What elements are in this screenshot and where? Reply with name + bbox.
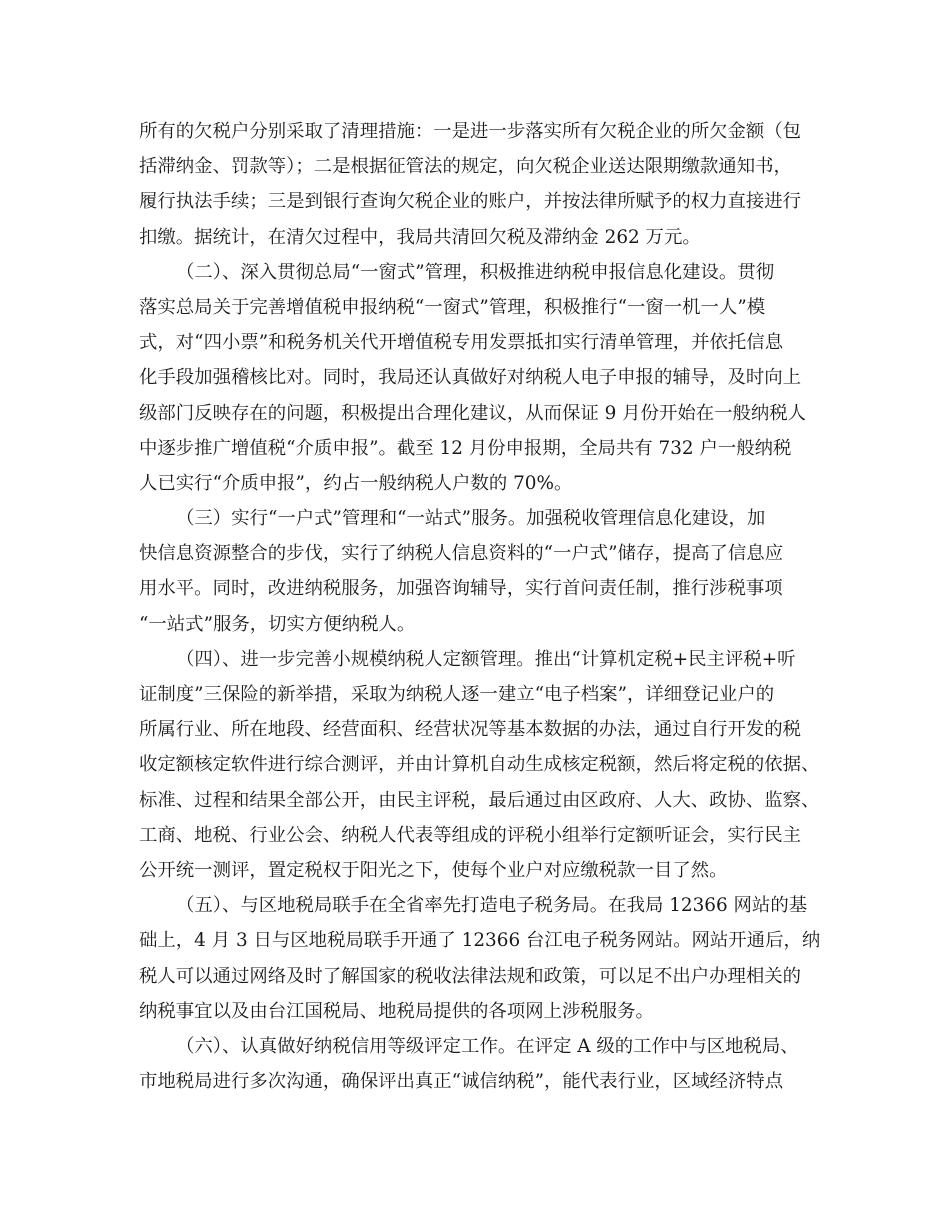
- paragraph-one-household-service: [139, 501, 811, 642]
- text-line: 快信息资源整合的步伐，实行了纳税人信息资料的“一户式”储存，提高了信息应: [139, 543, 784, 565]
- text-line: 式，对“四小票”和税务机关代开增值税专用发票抵扣实行清单管理，并依托信息: [139, 332, 784, 354]
- text-line: 履行执法手续；三是到银行查询欠税企业的账户，并按法律所赋予的权力直接进行: [139, 191, 802, 213]
- paragraph-quota-management: [139, 642, 820, 888]
- text-line: 础上，4 月 3 日与区地税局联手开通了 12366 台江电子税务网站。网站开通后，纳: [139, 930, 821, 952]
- text-line: （五）、与区地税局联手在全省率先打造电子税务局。在我局 12366 网站的基: [176, 895, 808, 917]
- text-line: 括滞纳金、罚款等）；二是根据征管法的规定，向欠税企业送达限期缴款通知书，: [139, 156, 792, 178]
- text-line: “一站式”服务，切实方便纳税人。: [139, 613, 416, 635]
- text-line: 落实总局关于完善增值税申报纳税“一窗式”管理，积极推行“一窗一机一人”模: [139, 296, 766, 318]
- paragraph-one-window-management: [139, 255, 811, 501]
- text-line: 化手段加强稽核比对。同时，我局还认真做好对纳税人电子申报的辅导，及时向上: [139, 367, 802, 389]
- text-line: 市地税局进行多次沟通，确保评出真正“诚信纳税”，能代表行业，区域经济特点: [139, 1071, 784, 1093]
- text-line: 标准、过程和结果全部公开，由民主评税，最后通过由区政府、人大、政协、监察、: [139, 789, 820, 811]
- text-line: 证制度”三保险的新举措，采取为纳税人逐一建立“电子档案”，详细登记业户的: [139, 684, 775, 705]
- text-line: （四）、进一步完善小规模纳税人定额管理。推出“计算机定税+民主评税+听: [176, 648, 796, 670]
- text-line: 所属行业、所在地段、经营面积、经营状况等基本数据的办法，通过自行开发的税: [139, 719, 802, 741]
- text-line: 工商、地税、行业公会、纳税人代表等组成的评税小组举行定额听证会，实行民主: [139, 824, 802, 846]
- paragraph-arrears-clearing: [139, 114, 811, 255]
- text-line: 收定额核定软件进行综合测评，并由计算机自动生成核定税额，然后将定税的依据、: [139, 754, 820, 776]
- text-line: 中逐步推广增值税“介质申报”。截至 12 月份申报期，全局共有 732 户一般纳税: [139, 437, 792, 459]
- text-line: 级部门反映存在的问题，积极提出合理化建议，从而保证 9 月份开始在一般纳税人: [139, 402, 807, 424]
- text-line: 用水平。同时，改进纳税服务，加强咨询辅导，实行首问责任制，推行涉税事项: [139, 578, 783, 600]
- paragraph-e-tax-bureau: [139, 888, 821, 1029]
- paragraph-credit-rating: [139, 1029, 811, 1099]
- text-line: 税人可以通过网络及时了解国家的税收法律法规和政策，可以足不出户办理相关的: [139, 965, 802, 987]
- text-line: （六）、认真做好纳税信用等级评定工作。在评定 A 级的工作中与区地税局、: [176, 1035, 799, 1057]
- text-line: （三）实行“一户式”管理和“一站式”服务。加强税收管理信息化建设，加: [176, 508, 766, 530]
- document-body: [139, 114, 821, 1099]
- text-line: 公开统一测评，置定税权于阳光之下，使每个业户对应缴税款一目了然。: [139, 859, 728, 881]
- text-line: 扣缴。据统计，在清欠过程中，我局共清回欠税及滞纳金 262 万元。: [139, 226, 701, 248]
- text-line: （二）、深入贯彻总局“一窗式”管理，积极推进纳税申报信息化建设。贯彻: [176, 261, 775, 283]
- text-line: 纳税事宜以及由台江国税局、地税局提供的各项网上涉税服务。: [139, 1000, 654, 1022]
- text-line: 所有的欠税户分别采取了清理措施：一是进一步落实所有欠税企业的所欠金额（包: [139, 121, 802, 142]
- text-line: 人已实行“介质申报”，约占一般纳税人户数的 70%。: [139, 472, 573, 494]
